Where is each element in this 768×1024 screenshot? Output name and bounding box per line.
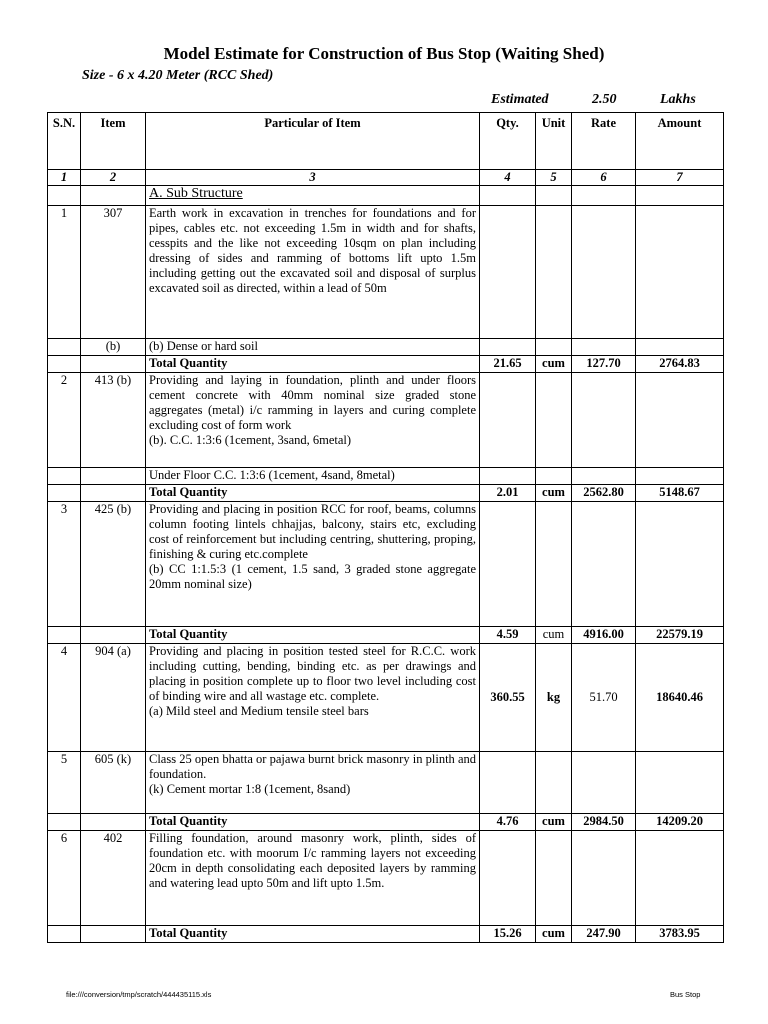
item-description-main: Providing and placing in position tested steel for R.C.C. work including cutting, bending, binding etc. as per drawings and placing in position complete up to floor two level including cost of binding wire and all wastage etc. complete. [149,644,476,703]
estimated-unit: Lakhs [660,92,696,107]
item-description-sub: (b) CC 1:1.5:3 (1 cement, 1.5 sand, 3 graded stone aggregate 20mm nominal size) [149,562,476,591]
section-heading: A. Sub Structure [146,186,480,206]
total-rate: 247.90 [572,926,636,943]
total-unit: kg [536,644,572,752]
total-rate: 127.70 [572,356,636,373]
total-qty: 2.01 [480,485,536,502]
item-description [146,752,480,814]
total-rate: 4916.00 [572,627,636,644]
total-row [48,627,724,644]
col-num: 3 [146,170,480,186]
item-code: 307 [81,206,146,339]
table-row [48,644,724,752]
header-particular: Particular of Item [146,113,480,170]
footer-file-path: file:///conversion/tmp/scratch/444435115.xls [66,990,212,999]
col-num: 6 [572,170,636,186]
document-title: Model Estimate for Construction of Bus Stop (Waiting Shed) [163,44,605,63]
section-row [48,186,724,206]
total-unit: cum [536,485,572,502]
table-row [48,752,724,814]
total-amount: 18640.46 [636,644,724,752]
item-description: Filling foundation, around masonry work, plinth, sides of foundation etc. with moorum I/c ramming layers not exceeding 20cm in depth consolidating each deposited layers by ramming and watering lead upto 50m and lift upto 1.5m. [146,831,480,926]
header-item: Item [81,113,146,170]
item-description [146,373,480,468]
total-label: Total Quantity [146,356,480,373]
col-num: 4 [480,170,536,186]
table-row [48,831,724,926]
table-row [48,339,724,356]
sub-item-description: (b) Dense or hard soil [146,339,480,356]
footer-sheet-name: Bus Stop [670,990,701,999]
table-row [48,373,724,468]
col-num: 1 [48,170,81,186]
total-qty: 15.26 [480,926,536,943]
item-description-sub: (b). C.C. 1:3:6 (1cement, 3sand, 6metal) [149,433,352,447]
header-rate: Rate [572,113,636,170]
item-code: 605 (k) [81,752,146,814]
item-description-main: Providing and placing in position RCC for roof, beams, columns column footing lintels chhajjas, balcony, stairs etc, excluding cost of reinforcement but including centring, shuttering, proping, finishing & curing etc.complete [149,502,476,561]
col-num: 7 [636,170,724,186]
header-unit: Unit [536,113,572,170]
total-qty: 4.59 [480,627,536,644]
column-number-row [48,170,724,186]
estimated-value: 2.50 [592,92,617,107]
item-description-main: Class 25 open bhatta or pajawa burnt brick masonry in plinth and foundation. [149,752,476,781]
header-sn: S.N. [48,113,81,170]
header-row [48,113,724,170]
total-row [48,485,724,502]
total-label: Total Quantity [146,926,480,943]
estimate-table [47,112,724,943]
sub-item-code: (b) [81,339,146,356]
total-unit: cum [536,356,572,373]
total-amount: 3783.95 [636,926,724,943]
total-label: Total Quantity [146,814,480,831]
item-description-sub: (k) Cement mortar 1:8 (1cement, 8sand) [149,782,351,796]
total-amount: 14209.20 [636,814,724,831]
header-amount: Amount [636,113,724,170]
item-description [146,644,480,752]
item-description [146,502,480,627]
total-qty: 4.76 [480,814,536,831]
total-row [48,356,724,373]
sub-item-description: Under Floor C.C. 1:3:6 (1cement, 4sand, 8metal) [146,468,480,485]
item-description-sub: (a) Mild steel and Medium tensile steel bars [149,704,369,718]
total-label: Total Quantity [146,485,480,502]
serial-number: 4 [48,644,81,752]
item-code: 402 [81,831,146,926]
total-qty: 21.65 [480,356,536,373]
col-num: 5 [536,170,572,186]
col-num: 2 [81,170,146,186]
header-qty: Qty. [480,113,536,170]
item-code: 413 (b) [81,373,146,468]
table-row [48,206,724,339]
total-unit: cum [536,814,572,831]
total-amount: 22579.19 [636,627,724,644]
total-unit: cum [536,627,572,644]
total-rate: 2984.50 [572,814,636,831]
total-rate: 2562.80 [572,485,636,502]
item-code: 904 (a) [81,644,146,752]
total-amount: 2764.83 [636,356,724,373]
estimated-label: Estimated [491,92,549,107]
table-row [48,468,724,485]
table-row [48,502,724,627]
item-description: Earth work in excavation in trenches for foundations and for pipes, cables etc. not exceeding 1.5m in width and for shafts, cesspits and the like not exceeding 10sqm on plan including dressing of sides and ramming of bottoms lift upto 1.5m including getting out the excavated soil and disposal of surplus excavated soil as directed, within a lead of 50m [146,206,480,339]
total-rate: 51.70 [572,644,636,752]
total-label: Total Quantity [146,627,480,644]
total-row [48,926,724,943]
total-row [48,814,724,831]
document-subtitle: Size - 6 x 4.20 Meter (RCC Shed) [82,68,274,83]
serial-number: 6 [48,831,81,926]
serial-number: 2 [48,373,81,468]
total-unit: cum [536,926,572,943]
item-code: 425 (b) [81,502,146,627]
total-qty: 360.55 [480,644,536,752]
serial-number: 1 [48,206,81,339]
total-amount: 5148.67 [636,485,724,502]
serial-number: 3 [48,502,81,627]
serial-number: 5 [48,752,81,814]
item-description-main: Providing and laying in foundation, plinth and under floors cement concrete with 40mm nominal size graded stone aggregates (metal) i/c ramming in layers and curing complete excluding cost of form work [149,373,476,432]
